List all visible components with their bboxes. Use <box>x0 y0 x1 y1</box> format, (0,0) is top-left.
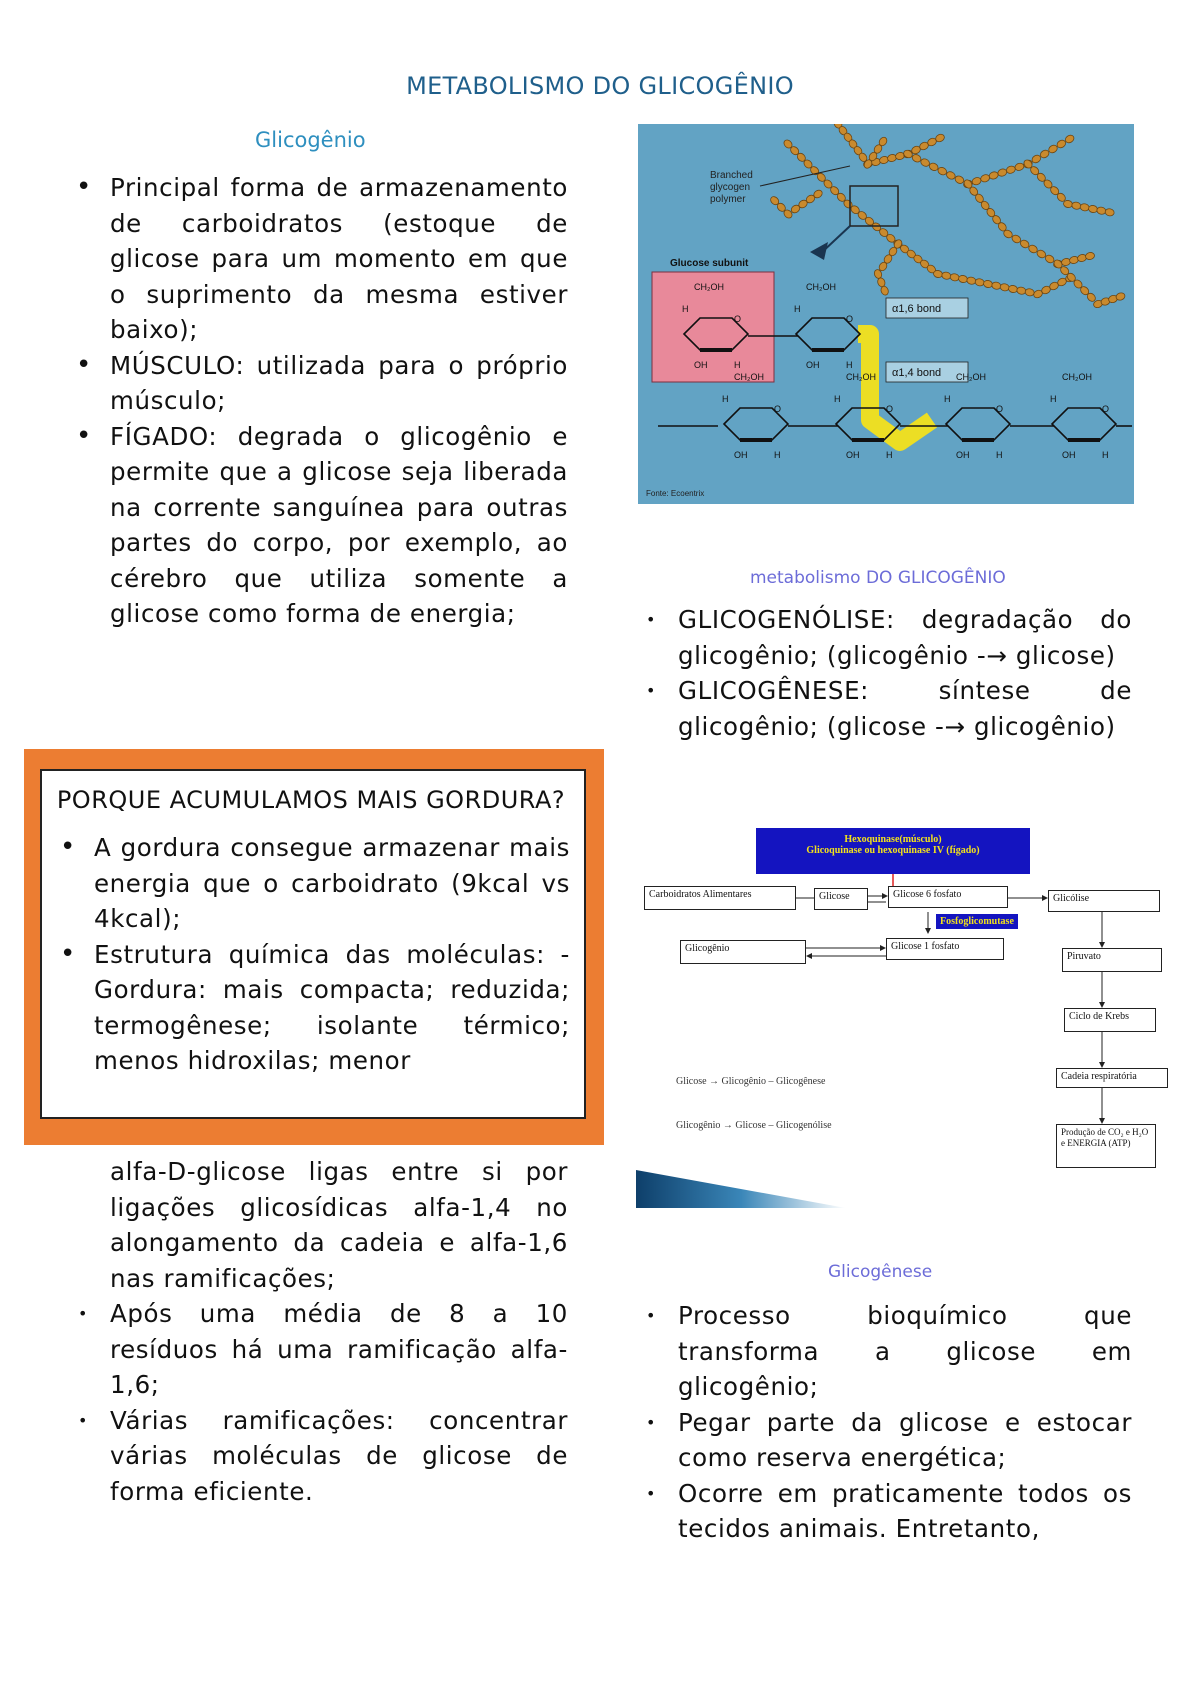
box-glicolise: Glicólise <box>1048 890 1160 912</box>
svg-text:CH₂OH: CH₂OH <box>1062 372 1092 382</box>
box-glicogenio: Glicogênio <box>680 940 806 964</box>
glycogen-figure-svg <box>638 124 1134 504</box>
bond-14-label: α1,4 bond <box>892 367 942 379</box>
svg-text:H: H <box>996 450 1003 460</box>
box-g6p: Glicose 6 fosfato <box>888 886 1008 908</box>
box-g1p: Glicose 1 fosfato <box>886 938 1004 960</box>
svg-text:OH: OH <box>956 450 970 460</box>
list-item: • A gordura consegue armazenar mais energia que o carboidrato (9kcal vs 4kcal); <box>52 830 570 937</box>
svg-text:OH: OH <box>1062 450 1076 460</box>
callout-title: PORQUE ACUMULAMOS MAIS GORDURA? <box>56 786 566 814</box>
list-item: • Após uma média de 8 a 10 resíduos há uma ramificação alfa-1,6; <box>68 1296 568 1403</box>
metabolism-flow-diagram <box>636 828 1164 1218</box>
svg-text:CH₂OH: CH₂OH <box>956 372 986 382</box>
callout-bullet-list <box>52 830 570 1079</box>
page-title: METABOLISMO DO GLICOGÊNIO <box>406 72 794 100</box>
callout-box <box>24 749 604 1145</box>
enzyme-header-box: Hexoquinase(músculo) Glicoquinase ou hexoquinase IV (fígado) <box>756 828 1030 874</box>
list-item: • GLICOGENÓLISE: degradação do glicogênio; (glicogênio -→ glicose) <box>636 602 1132 673</box>
bond-16-label: α1,6 bond <box>892 303 942 315</box>
svg-text:O: O <box>734 314 742 324</box>
list-item: • Principal forma de armazenamento de carboidratos (estoque de glicose para um momento em que o suprimento da mesma estiver baixo); <box>68 170 568 348</box>
svg-text:polymer: polymer <box>710 194 746 205</box>
fosfoglicomutase-label: Fosfoglicomutase <box>936 914 1018 929</box>
svg-text:H: H <box>1102 450 1109 460</box>
svg-text:CH₂OH: CH₂OH <box>694 282 724 292</box>
glycogen-structure-figure <box>638 124 1134 504</box>
section-heading-glicogenese: Glicogênese <box>828 1262 933 1282</box>
svg-text:H: H <box>794 304 801 314</box>
section-heading-metabolismo: metabolismo DO GLICOGÊNIO <box>750 568 1006 588</box>
svg-text:OH: OH <box>806 360 820 370</box>
list-item: • Ocorre em praticamente todos os tecidos animais. Entretanto, <box>636 1476 1132 1547</box>
list-item: • GLICOGÊNESE: síntese de glicogênio; (glicose -→ glicogênio) <box>636 673 1132 744</box>
box-carboidratos: Carboidratos Alimentares <box>644 886 796 910</box>
svg-text:glycogen: glycogen <box>710 182 751 193</box>
list-item: • Pegar parte da glicose e estocar como reserva energética; <box>636 1405 1132 1476</box>
list-item: • Processo bioquímico que transforma a glicose em glicogênio; <box>636 1298 1132 1405</box>
right-bullet-list-1 <box>636 602 1132 744</box>
svg-text:H: H <box>886 450 893 460</box>
left-bullet-list-2 <box>68 1296 568 1509</box>
svg-text:O: O <box>886 404 894 414</box>
svg-text:O: O <box>774 404 782 414</box>
box-producao: Produção de CO₂ e H₂O e ENERGIA (ATP) <box>1056 1124 1156 1168</box>
glucose-subunit-label: Glucose subunit <box>670 258 749 269</box>
left-bullet-list <box>68 170 568 632</box>
svg-text:OH: OH <box>734 450 748 460</box>
svg-text:H: H <box>944 394 951 404</box>
svg-text:H: H <box>682 304 689 314</box>
svg-text:H: H <box>1050 394 1057 404</box>
list-item: • Estrutura química das moléculas: - Gordura: mais compacta; reduzida; termogênese; isolante térmico; menos hidroxilas; menor <box>52 937 570 1079</box>
svg-text:OH: OH <box>694 360 708 370</box>
svg-text:O: O <box>846 314 854 324</box>
svg-text:CH₂OH: CH₂OH <box>806 282 836 292</box>
box-cadeia: Cadeia respiratória <box>1056 1068 1168 1088</box>
continuation-text: alfa-D-glicose ligas entre si por ligações glicosídicas alfa-1,4 no alongamento da cadeia e alfa-1,6 nas ramificações; <box>110 1157 568 1293</box>
list-item: • MÚSCULO: utilizada para o próprio músculo; <box>68 348 568 419</box>
figure-source: Fonte: Ecoentrix <box>646 489 705 498</box>
svg-text:CH₂OH: CH₂OH <box>734 372 764 382</box>
svg-text:H: H <box>846 360 853 370</box>
svg-text:H: H <box>774 450 781 460</box>
equation-glicogenese: Glicose → Glicogênio – Glicogênese <box>676 1076 826 1087</box>
box-krebs: Ciclo de Krebs <box>1064 1008 1156 1032</box>
svg-text:O: O <box>1102 404 1110 414</box>
svg-text:OH: OH <box>846 450 860 460</box>
svg-text:H: H <box>722 394 729 404</box>
svg-text:H: H <box>834 394 841 404</box>
equation-glicogenolise: Glicogênio → Glicose – Glicogenólise <box>676 1120 832 1131</box>
callout-inner <box>40 769 586 1119</box>
right-bullet-list-2 <box>636 1298 1132 1547</box>
box-glicose: Glicose <box>814 888 868 910</box>
section-heading-glicogenio: Glicogênio <box>255 128 366 152</box>
branched-label: Branched <box>710 170 753 181</box>
list-item: • FÍGADO: degrada o glicogênio e permite que a glicose seja liberada na corrente sanguínea para outras partes do corpo, por exemplo, ao cérebro que utiliza somente a glicose como forma de energia; <box>68 419 568 632</box>
svg-text:CH₂OH: CH₂OH <box>846 372 876 382</box>
svg-text:H: H <box>734 360 741 370</box>
list-item: • Várias ramificações: concentrar várias moléculas de glicose de forma eficiente. <box>68 1403 568 1510</box>
svg-text:O: O <box>996 404 1004 414</box>
box-piruvato: Piruvato <box>1062 948 1162 972</box>
